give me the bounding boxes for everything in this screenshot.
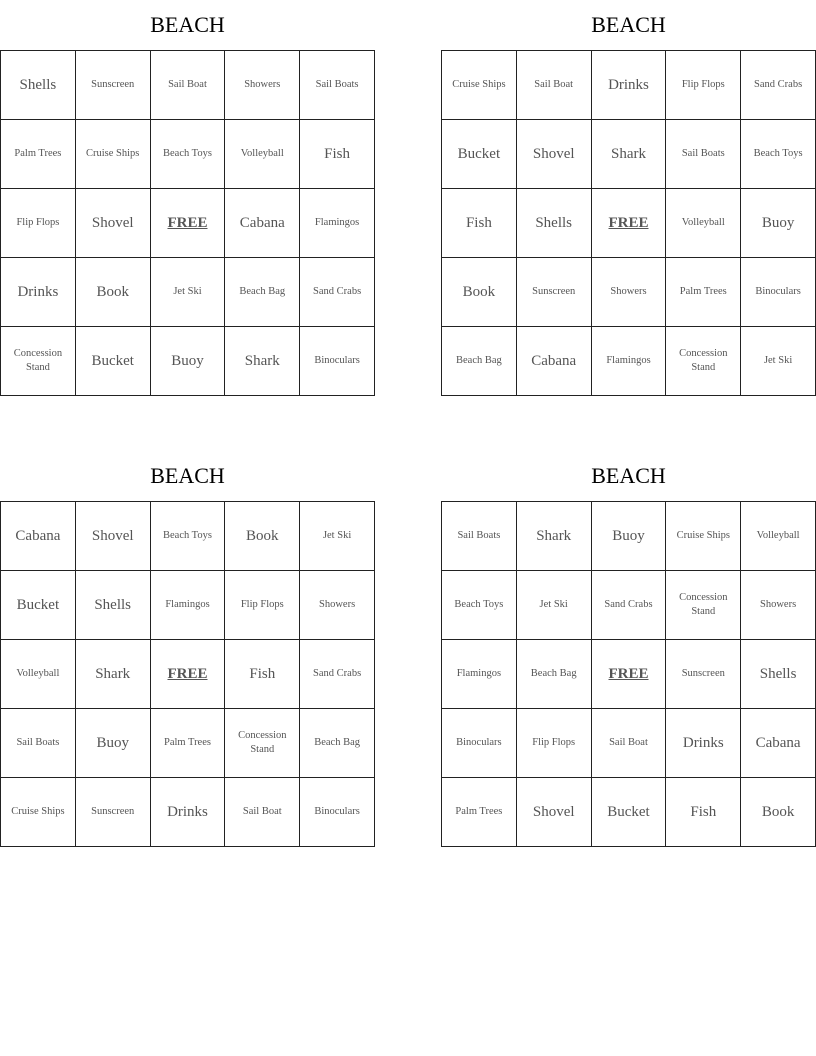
bingo-cell: Cabana [516,327,591,396]
bingo-cell: Beach Bag [516,640,591,709]
bingo-cell: Buoy [75,709,150,778]
bingo-cell: Shells [75,571,150,640]
bingo-cell: Binoculars [300,778,375,847]
bingo-cell: Bucket [442,120,517,189]
bingo-cell: Fish [442,189,517,258]
bingo-cell: Cruise Ships [75,120,150,189]
bingo-row [442,709,816,778]
bingo-cell: Flip Flops [666,51,741,120]
bingo-cell: Cabana [741,709,816,778]
bingo-row [1,778,375,847]
bingo-row [1,640,375,709]
card-title: BEACH [150,463,225,488]
bingo-cell: Bucket [591,778,666,847]
bingo-cell: Bucket [75,327,150,396]
free-space-cell: FREE [150,189,225,258]
bingo-row [442,778,816,847]
bingo-cell: Shark [516,502,591,571]
bingo-cell: Sunscreen [75,778,150,847]
bingo-cell: Sunscreen [666,640,741,709]
bingo-cell: Sail Boats [442,502,517,571]
bingo-grid [441,50,816,396]
bingo-cell: Cruise Ships [666,502,741,571]
bingo-row [442,258,816,327]
bingo-cell: Jet Ski [516,571,591,640]
bingo-cell: Sand Crabs [741,51,816,120]
card-title: BEACH [591,463,666,488]
bingo-row [442,189,816,258]
bingo-cell: Volleyball [1,640,76,709]
bingo-cell: Beach Bag [300,709,375,778]
bingo-cell: Palm Trees [150,709,225,778]
bingo-cell: Sand Crabs [300,640,375,709]
bingo-cell: Cabana [1,502,76,571]
bingo-cell: Volleyball [741,502,816,571]
bingo-row [442,327,816,396]
bingo-cell: Volleyball [225,120,300,189]
bingo-cell: Shark [75,640,150,709]
bingo-cell: Flamingos [591,327,666,396]
bingo-cell: Buoy [741,189,816,258]
free-space-cell: FREE [591,189,666,258]
bingo-cell: Concession Stand [1,327,76,396]
bingo-cell: Palm Trees [442,778,517,847]
free-space-cell: FREE [150,640,225,709]
bingo-cell: Shovel [516,120,591,189]
bingo-grid [0,501,375,847]
bingo-cell: Bucket [1,571,76,640]
bingo-cell: Sunscreen [516,258,591,327]
bingo-cell: Book [225,502,300,571]
bingo-cell: Shells [1,51,76,120]
bingo-row [1,327,375,396]
bingo-grid [0,50,375,396]
bingo-cell: Jet Ski [150,258,225,327]
bingo-cell: Beach Toys [741,120,816,189]
bingo-cell: Shovel [516,778,591,847]
card-title: BEACH [150,12,225,37]
bingo-cell: Shovel [75,189,150,258]
bingo-row [1,571,375,640]
bingo-cell: Shark [591,120,666,189]
bingo-cell: Cruise Ships [1,778,76,847]
bingo-cell: Beach Bag [442,327,517,396]
bingo-cell: Flip Flops [1,189,76,258]
bingo-row [1,502,375,571]
bingo-row [442,120,816,189]
bingo-cell: Sand Crabs [591,571,666,640]
bingo-cell: Shells [516,189,591,258]
bingo-cell: Volleyball [666,189,741,258]
bingo-cell: Flip Flops [516,709,591,778]
bingo-cell: Concession Stand [666,571,741,640]
bingo-row [1,709,375,778]
bingo-row [1,51,375,120]
bingo-row [1,120,375,189]
bingo-cell: Concession Stand [225,709,300,778]
bingo-cell: Fish [225,640,300,709]
bingo-cell: Beach Bag [225,258,300,327]
bingo-cell: Sail Boats [300,51,375,120]
free-space-cell: FREE [591,640,666,709]
bingo-cell: Buoy [591,502,666,571]
bingo-cell: Book [442,258,517,327]
bingo-cell: Buoy [150,327,225,396]
bingo-cell: Shark [225,327,300,396]
bingo-cell: Drinks [1,258,76,327]
bingo-cell: Book [741,778,816,847]
bingo-cell: Showers [225,51,300,120]
bingo-cell: Concession Stand [666,327,741,396]
bingo-cell: Showers [591,258,666,327]
bingo-cell: Sail Boats [666,120,741,189]
bingo-cell: Palm Trees [666,258,741,327]
bingo-row [1,258,375,327]
bingo-cell: Beach Toys [442,571,517,640]
bingo-cell: Jet Ski [300,502,375,571]
bingo-cell: Fish [666,778,741,847]
bingo-cell: Sail Boat [225,778,300,847]
bingo-cell: Beach Toys [150,502,225,571]
card-title: BEACH [591,12,666,37]
bingo-row [442,571,816,640]
bingo-cell: Drinks [591,51,666,120]
bingo-row [1,189,375,258]
bingo-row [442,502,816,571]
bingo-cell: Flamingos [150,571,225,640]
bingo-cell: Showers [300,571,375,640]
bingo-cell: Sail Boat [591,709,666,778]
bingo-cell: Sail Boat [150,51,225,120]
bingo-cell: Shells [741,640,816,709]
bingo-cell: Sand Crabs [300,258,375,327]
bingo-cell: Sail Boats [1,709,76,778]
bingo-cell: Drinks [150,778,225,847]
bingo-cell: Sail Boat [516,51,591,120]
bingo-cell: Cruise Ships [442,51,517,120]
bingo-cell: Flip Flops [225,571,300,640]
bingo-cell: Palm Trees [1,120,76,189]
bingo-cell: Cabana [225,189,300,258]
bingo-cell: Sunscreen [75,51,150,120]
bingo-cell: Jet Ski [741,327,816,396]
bingo-cell: Fish [300,120,375,189]
bingo-row [442,51,816,120]
bingo-cell: Flamingos [442,640,517,709]
bingo-cell: Binoculars [442,709,517,778]
bingo-row [442,640,816,709]
bingo-cell: Drinks [666,709,741,778]
bingo-cell: Binoculars [300,327,375,396]
bingo-grid [441,501,816,847]
bingo-cell: Book [75,258,150,327]
bingo-cell: Showers [741,571,816,640]
bingo-cell: Shovel [75,502,150,571]
bingo-cell: Beach Toys [150,120,225,189]
bingo-cell: Binoculars [741,258,816,327]
bingo-cell: Flamingos [300,189,375,258]
